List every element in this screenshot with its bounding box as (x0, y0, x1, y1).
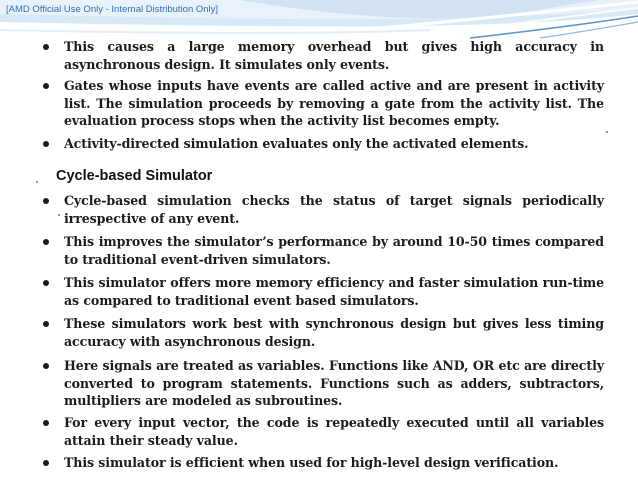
bullet-dot-icon (43, 239, 49, 245)
bullet-text: Cycle-based simulation checks the status of target signals periodically irrespective of any event. (64, 193, 604, 226)
bullet-text: This simulator is efficient when used for high-level design verification. (64, 455, 559, 470)
bullet-text: This simulator offers more memory efficiency and faster simulation run-time as compared to traditional event based simulators. (64, 275, 604, 308)
bullet-dot-icon (43, 321, 49, 327)
bullet-text: Activity-directed simulation evaluates only the activated elements. (64, 136, 529, 151)
scan-speck (36, 181, 38, 183)
bullet-dot-icon (43, 460, 49, 466)
bullet-dot-icon (43, 363, 49, 369)
bullet-dot-icon (43, 420, 49, 426)
bullet-text: For every input vector, the code is repeatedly executed until all variables attain their steady value. (64, 415, 604, 448)
classification-label: [AMD Official Use Only - Internal Distribution Only] (6, 4, 219, 15)
scan-speck (58, 214, 60, 216)
bullet-dot-icon (43, 44, 49, 50)
bullet-text: This improves the simulator’s performance by around 10-50 times compared to traditional event-driven simulators. (64, 234, 604, 267)
bullet-text: Gates whose inputs have events are called active and are present in activity list. The simulation proceeds by removing a gate from the activity list. The evaluation process stops when the activity list becomes empty. (64, 78, 604, 128)
bullet-text: This causes a large memory overhead but gives high accuracy in asynchronous design. It simulates only events. (64, 39, 604, 72)
section-heading: Cycle-based Simulator (56, 168, 213, 184)
bullet-dot-icon (43, 198, 49, 204)
bullet-dot-icon (43, 83, 49, 89)
bullet-dot-icon (43, 141, 49, 147)
bullet-dot-icon (43, 280, 49, 286)
scan-speck (606, 131, 608, 133)
bullet-text: Here signals are treated as variables. Functions like AND, OR etc are directly converted to program statements. Functions such as adders, subtractors, multipliers are modeled as subroutines. (64, 358, 604, 408)
bullet-text: These simulators work best with synchronous design but gives less timing accuracy with asynchronous design. (64, 316, 604, 349)
